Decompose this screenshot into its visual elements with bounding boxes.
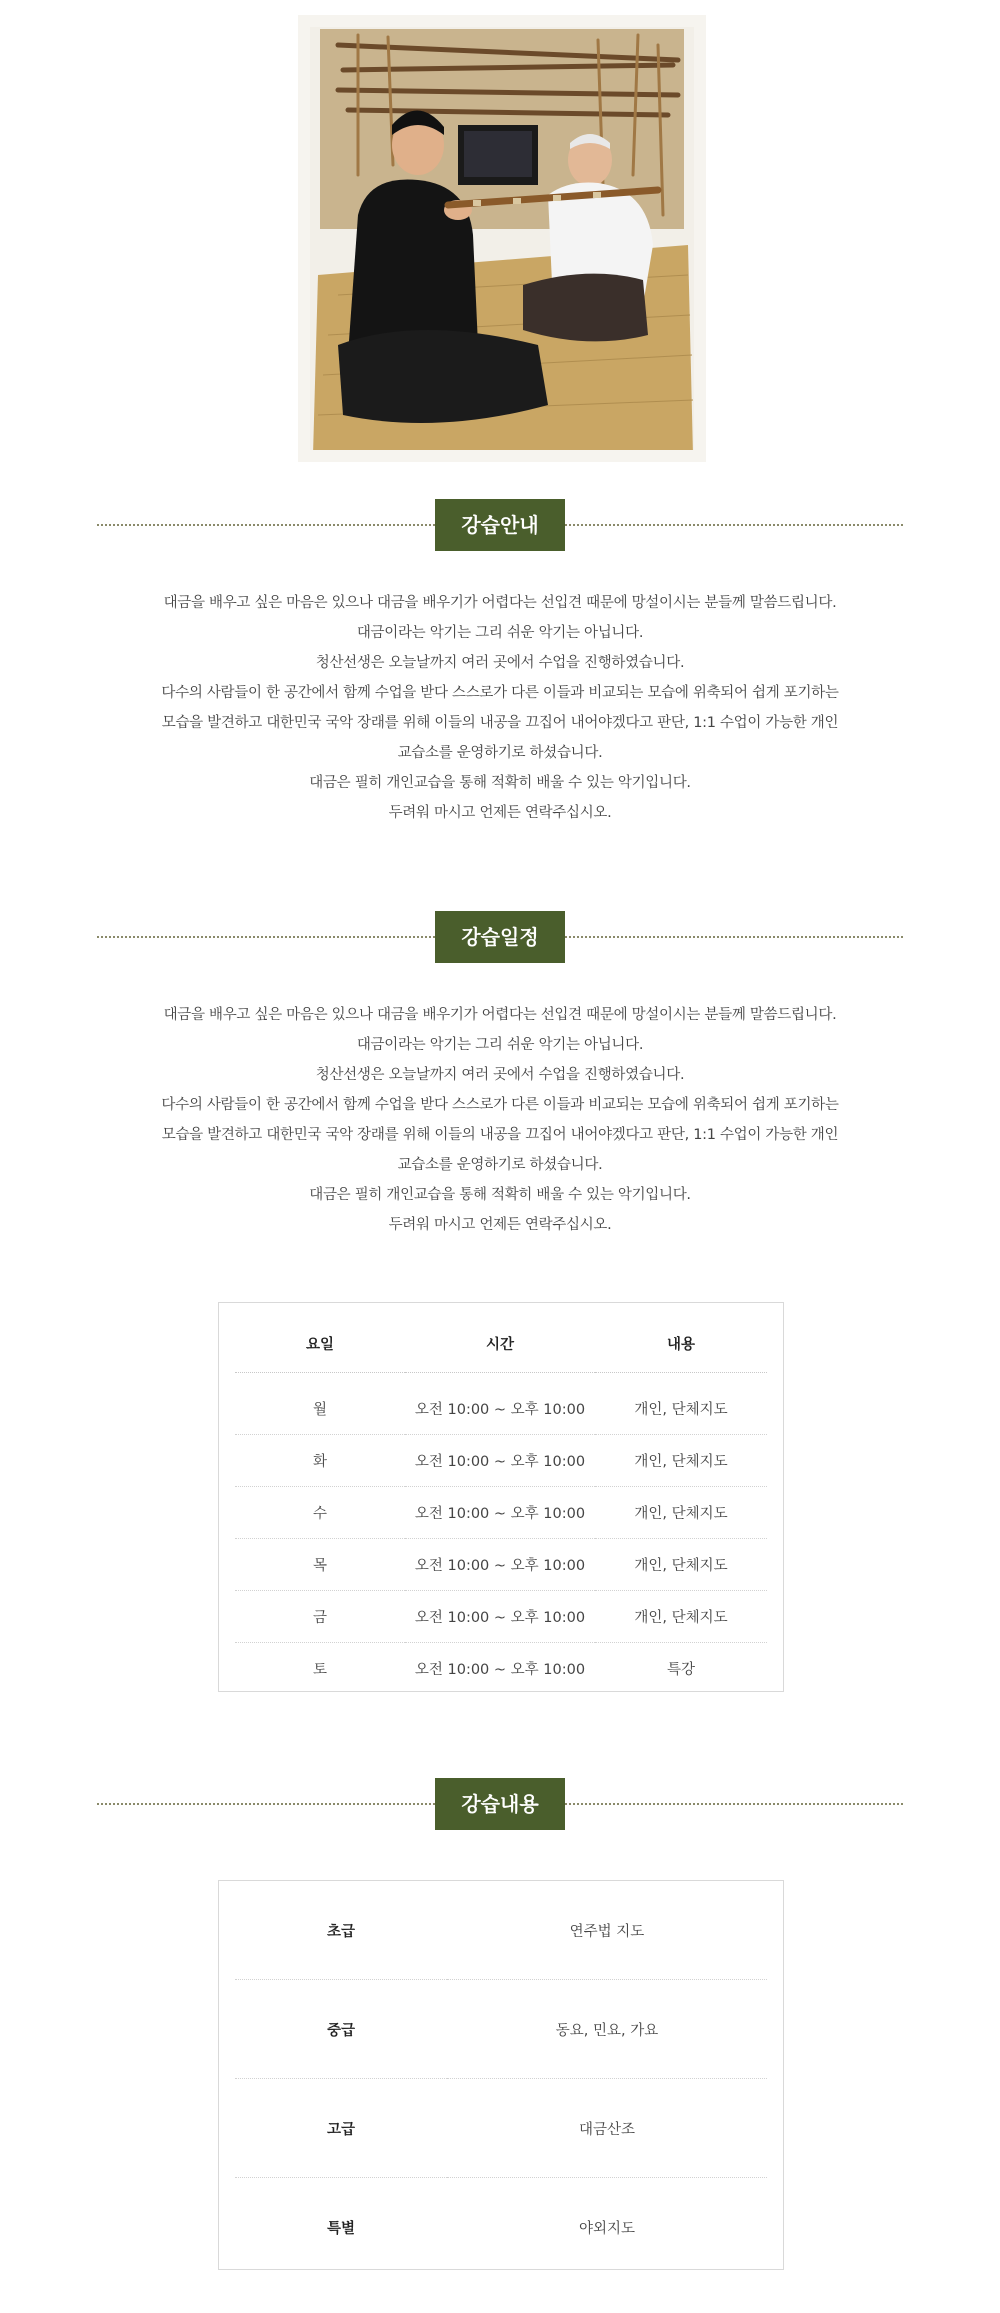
table-row: [235, 1383, 767, 1435]
level-cell: 고급: [235, 2079, 447, 2178]
level-description-cell: 동요, 민요, 가요: [447, 1980, 767, 2079]
schedule-line: 교습소를 운영하기로 하셨습니다.: [397, 1157, 603, 1173]
schedule-table: [235, 1315, 767, 1694]
content-cell: 개인, 단체지도: [595, 1539, 767, 1591]
header-day: 요일: [235, 1315, 405, 1373]
section-title-content: 강습내용: [435, 1778, 565, 1830]
section-header-guide: [97, 499, 903, 551]
guide-line: 대금이라는 악기는 그리 쉬운 악기는 아닙니다.: [356, 625, 644, 641]
content-cell: 개인, 단체지도: [595, 1435, 767, 1487]
guide-line: 모습을 발견하고 대한민국 국악 장래를 위해 이들의 내공을 끄집어 내어야겠다고 판단, 1:1 수업이 가능한 개인: [161, 715, 839, 731]
time-cell: 오전 10:00 ~ 오후 10:00: [405, 1435, 595, 1487]
day-cell: 금: [235, 1591, 405, 1643]
time-cell: 오전 10:00 ~ 오후 10:00: [414, 1662, 586, 1678]
schedule-line: 대금이라는 악기는 그리 쉬운 악기는 아닙니다.: [356, 1037, 644, 1053]
guide-line: 대금을 배우고 싶은 마음은 있으나 대금을 배우기가 어렵다는 선입견 때문에 망설이시는 분들께 말씀드립니다.: [163, 595, 837, 611]
table-row: [235, 1487, 767, 1539]
table-row: [235, 1591, 767, 1643]
content-cell: 개인, 단체지도: [595, 1487, 767, 1539]
schedule-line: 대금을 배우고 싶은 마음은 있으나 대금을 배우기가 어렵다는 선입견 때문에 망설이시는 분들께 말씀드립니다.: [163, 1007, 837, 1023]
header-time: 시간: [405, 1315, 595, 1373]
table-row: [235, 2079, 767, 2178]
level-cell: 중급: [235, 1980, 447, 2079]
guide-line: 청산선생은 오늘날까지 여러 곳에서 수업을 진행하였습니다.: [315, 655, 685, 671]
header-content: 내용: [595, 1315, 767, 1373]
section-header-schedule: [97, 911, 903, 963]
level-cell: 특별: [326, 2220, 355, 2237]
guide-line: 다수의 사람들이 한 공간에서 함께 수업을 받다 스스로가 다른 이들과 비교되는 모습에 위축되어 쉽게 포기하는: [161, 685, 839, 701]
table-row: [235, 2178, 767, 2277]
table-row: [235, 1643, 767, 1695]
schedule-line: 모습을 발견하고 대한민국 국악 장래를 위해 이들의 내공을 끄집어 내어야겠다고 판단, 1:1 수업이 가능한 개인: [161, 1127, 839, 1143]
level-description-cell: 야외지도: [578, 2220, 636, 2237]
table-row: [235, 1980, 767, 2079]
day-cell: 목: [235, 1539, 405, 1591]
content-cell: 개인, 단체지도: [595, 1591, 767, 1643]
table-row: [235, 1881, 767, 1980]
schedule-description: [130, 1000, 870, 1240]
table-row: [235, 1539, 767, 1591]
schedule-line: 청산선생은 오늘날까지 여러 곳에서 수업을 진행하였습니다.: [315, 1067, 685, 1083]
time-cell: 오전 10:00 ~ 오후 10:00: [405, 1383, 595, 1435]
guide-line: 두려워 마시고 언제든 연락주십시오.: [388, 805, 612, 821]
lesson-photo: [298, 15, 706, 462]
guide-line: 대금은 필히 개인교습을 통해 적확히 배울 수 있는 악기입니다.: [309, 775, 691, 791]
guide-description: [130, 588, 870, 828]
content-cell: 개인, 단체지도: [595, 1383, 767, 1435]
day-cell: 토: [312, 1662, 327, 1678]
table-row: [235, 1435, 767, 1487]
schedule-table-box: [218, 1302, 784, 1692]
time-cell: 오전 10:00 ~ 오후 10:00: [405, 1539, 595, 1591]
content-cell: 특강: [666, 1662, 695, 1678]
level-cell: 초급: [235, 1881, 447, 1980]
schedule-line: 대금은 필히 개인교습을 통해 적확히 배울 수 있는 악기입니다.: [309, 1187, 691, 1203]
section-title-guide: 강습안내: [435, 499, 565, 551]
guide-line: 교습소를 운영하기로 하셨습니다.: [397, 745, 603, 761]
day-cell: 수: [235, 1487, 405, 1539]
section-title-schedule: 강습일정: [435, 911, 565, 963]
schedule-line: 두려워 마시고 언제든 연락주십시오.: [388, 1217, 612, 1233]
schedule-line: 다수의 사람들이 한 공간에서 함께 수업을 받다 스스로가 다른 이들과 비교되는 모습에 위축되어 쉽게 포기하는: [161, 1097, 839, 1113]
section-header-content: [97, 1778, 903, 1830]
time-cell: 오전 10:00 ~ 오후 10:00: [405, 1487, 595, 1539]
day-cell: 화: [235, 1435, 405, 1487]
day-cell: 월: [235, 1383, 405, 1435]
table-header-row: [235, 1315, 767, 1373]
course-content-table: [235, 1881, 767, 2276]
time-cell: 오전 10:00 ~ 오후 10:00: [405, 1591, 595, 1643]
level-description-cell: 연주법 지도: [447, 1881, 767, 1980]
course-content-box: [218, 1880, 784, 2270]
level-description-cell: 대금산조: [447, 2079, 767, 2178]
